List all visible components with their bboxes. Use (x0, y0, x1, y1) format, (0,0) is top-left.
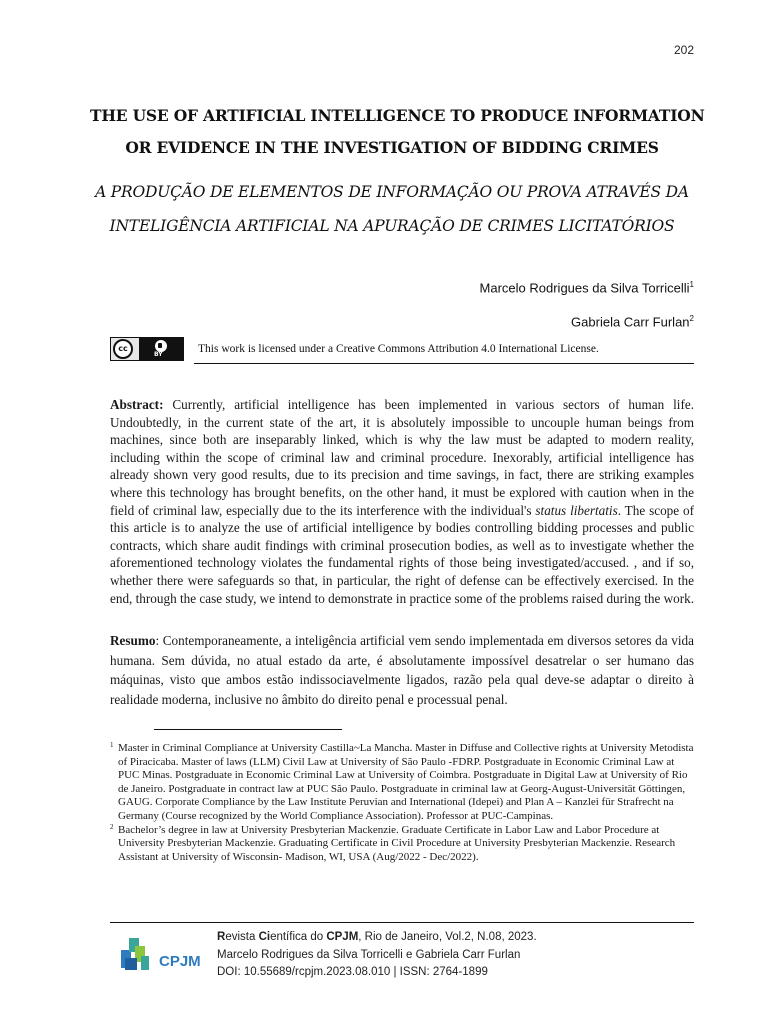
page-number: 202 (673, 43, 694, 57)
resumo-text: : Contemporaneamente, a inteligência artificial vem sendo implementada em diversos setores da vida humana. Sem dúvida, no atual estado da arte, é absolutamente impossível desatrelar o ser humano das máquinas, visto que ambos estão indissociavelmente ligados, razão pela qual deve-se adaptar o direito à realidade moderna, inclusive no âmbito do direito penal e processual penal. (110, 633, 694, 707)
author-name: Marcelo Rodrigues da Silva Torricelli (479, 280, 690, 296)
by-label: BY (154, 351, 163, 358)
paper-title (90, 100, 705, 164)
logo-text: CPJM (159, 953, 201, 970)
cpjm-logo-mark-icon (119, 932, 201, 974)
license-divider (194, 363, 694, 364)
footnote-1 (110, 742, 694, 824)
cc-icon: cc (113, 339, 133, 359)
journal-footer (217, 929, 537, 982)
footnote-divider (154, 729, 342, 730)
cc-by-license-icon[interactable] (110, 337, 184, 361)
title-line: THE USE OF ARTIFICIAL INTELLIGENCE TO PRODUCE INFORMATION (90, 106, 705, 125)
abstract-italic: status libertatis (535, 502, 618, 518)
footer-doi[interactable]: DOI: 10.55689/rcpjm.2023.08.010 | ISSN: 2764-1899 (217, 966, 488, 978)
footnotes (110, 742, 694, 864)
abstract-text-end: . The scope of this article is to analyze the use of artificial intelligence by bodies controlling bidding processes and public contracts, which share audit findings with criminal prosecution bodies, as well as to investigate whether the aforementioned technology violates the fundamental rights of those being investigated/accused. , and if so, whether there were safeguards so that, in particular, the right of defense can be effectively exercised. In the end, through the case study, we intend to demonstrate in practice some of the problems raised during the work. (110, 502, 694, 606)
footer-divider (110, 922, 694, 923)
license-row (110, 337, 694, 365)
footnote-text: Bachelor’s degree in law at University Presbyterian Mackenzie. Graduate Certificate in Labor Law and Labor Procedure at University Presbyterian Mackenzie. Graduating Certificate in Civil Procedure at University Presbyterian Mackenzie. Research Assistant at University of Wisconsin- Madison, WI, USA (Aug/2022 - Dec/2022). (118, 823, 676, 863)
title-line: OR EVIDENCE IN THE INVESTIGATION OF BIDDING CRIMES (125, 138, 659, 157)
author-2 (571, 314, 694, 329)
paper-subtitle (90, 175, 694, 243)
author-name: Gabriela Carr Furlan (571, 314, 690, 330)
resumo (110, 631, 694, 709)
footnote-2 (110, 824, 694, 865)
subtitle-line: A PRODUÇÃO DE ELEMENTOS DE INFORMAÇÃO OU PROVA ATRAVÉS DA (95, 183, 689, 201)
abstract-label: Abstract: (110, 397, 164, 412)
footnote-number: 2 (110, 822, 114, 831)
abstract (110, 396, 694, 607)
license-text: This work is licensed under a Creative Commons Attribution 4.0 International License. (198, 343, 599, 355)
footnote-number: 1 (110, 741, 114, 749)
resumo-label: Resumo (110, 633, 156, 648)
abstract-text: Currently, artificial intelligence has been implemented in various sectors of human life. Undoubtedly, in the current state of the art, it is absolutely impossible to uncouple human beings from machines, since both are inseparably linked, which is why the law must be adapted to modern reality, including within the scope of criminal law and criminal procedure. Inexorably, artificial intelligence has already shown very good results, due to its precision and time savings, in fact, there are striking examples where this technology has brought benefits, on the other hand, it must be explored with caution when in the field of criminal law, especially due to the its interference with the individual's (110, 397, 694, 518)
footnote-mark[interactable]: 2 (689, 314, 694, 323)
author-1 (480, 280, 694, 295)
footer-authors: Marcelo Rodrigues da Silva Torricelli e Gabriela Carr Furlan (217, 948, 521, 961)
footnote-text: Master in Criminal Compliance at University Castilla~La Mancha. Master in Diffuse and Collective rights at University Metodista of Piracicaba. Master of laws (LLM) Civil Law at University of São Paulo -FDRP. Postgraduate in Economic Criminal Law at PUC Minas. Postgraduate in Economic Criminal Law at University of Coimbra. Postgraduate in Digital Law at University of Rio de Janeiro. Postgraduate in contract law at PUC São Paulo. Postgraduate in criminal law at Georg-August-Universität Göttingen, GAUG. Corporate Compliance by the Law Institute Peruvian and International (Idepei) and Plan A – Kanzlei für Strafrecht na Germany (Course recognized by the World Compliance Association). Professor at PUC-Campinas. (118, 742, 694, 822)
by-block (139, 338, 183, 360)
footnote-mark[interactable]: 1 (689, 280, 694, 289)
subtitle-line: INTELIGÊNCIA ARTIFICIAL NA APURAÇÃO DE CRIMES LICITATÓRIOS (109, 217, 675, 235)
journal-citation: Revista Científica do CPJM, Rio de Janeiro, Vol.2, N.08, 2023. (217, 931, 537, 943)
cpjm-logo (119, 932, 201, 974)
